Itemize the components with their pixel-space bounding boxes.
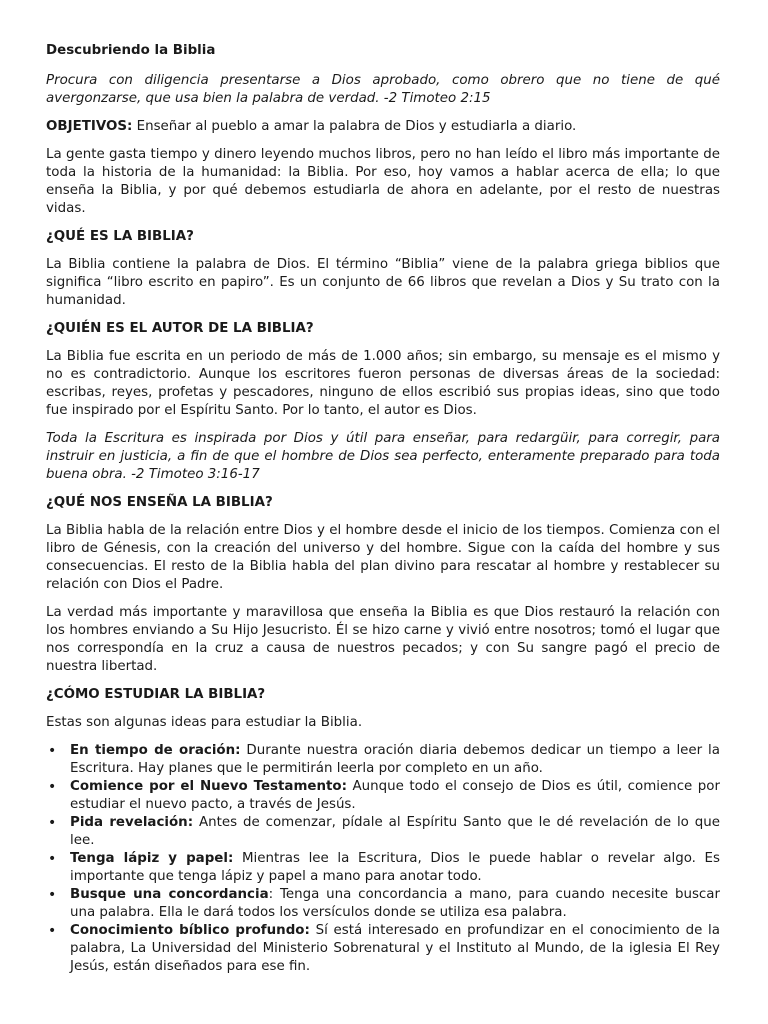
list-item-text: Aunque todo el consejo de Dios es útil, comience por estudiar el nuevo pacto, a través de Jesús. <box>70 779 720 812</box>
section-heading-que-es: ¿QUÉ ES LA BIBLIA? <box>46 229 194 244</box>
section-paragraph-ensena-1: La Biblia habla de la relación entre Dios y el hombre desde el inicio de los tiempos. Comienza con el libro de Génesis, con la creación del universo y del hombre. Sigue con la caída del hombre y sus consecuencias. El resto de la Biblia habla del plan divino para rescatar al hombre y restablecer su relación con Dios el Padre. <box>46 523 720 592</box>
list-item <box>70 778 720 814</box>
objectives-label: OBJETIVOS: <box>46 119 133 134</box>
section-intro-estudiar: Estas son algunas ideas para estudiar la Biblia. <box>46 715 363 730</box>
list-item-label: En tiempo de oración: <box>70 743 241 758</box>
section-heading-ensena: ¿QUÉ NOS ENSEÑA LA BIBLIA? <box>46 495 273 510</box>
list-item-label: Pida revelación: <box>70 815 194 830</box>
section-paragraph-que-es: La Biblia contiene la palabra de Dios. El término “Biblia” viene de la palabra griega biblios que significa “libro escrito en papiro”. Es un conjunto de 66 libros que revelan a Dios y Su trato con la humanidad. <box>46 257 720 308</box>
objectives-text: Enseñar al pueblo a amar la palabra de Dios y estudiarla a diario. <box>132 119 577 134</box>
list-item-text: Sí está interesado en profundizar en el conocimiento de la palabra, La Universidad del Ministerio Sobrenatural y el Instituto al Mundo, de la iglesia El Rey Jesús, están diseñados para ese fin. <box>70 923 720 974</box>
list-item-text: Antes de comenzar, pídale al Espíritu Santo que le dé revelación de lo que lee. <box>70 815 720 848</box>
section-heading-autor: ¿QUIÉN ES EL AUTOR DE LA BIBLIA? <box>46 321 314 336</box>
objectives <box>46 118 720 136</box>
list-item-label: Conocimiento bíblico profundo: <box>70 923 310 938</box>
list-item-label: Tenga lápiz y papel: <box>70 851 234 866</box>
list-item-text: : Tenga una concordancia a mano, para cuando necesite buscar una palabra. Ella le dará todos los versículos donde se utiliza esa palabra. <box>70 887 720 920</box>
list-item-label: Busque una concordancia <box>70 887 269 902</box>
section-verse-autor: Toda la Escritura es inspirada por Dios y útil para enseñar, para redargüir, para corregir, para instruir en justicia, a fin de que el hombre de Dios sea perfecto, enteramente preparado para toda buena obra. -2 Timoteo 3:16-17 <box>46 431 720 482</box>
list-item <box>70 814 720 850</box>
list-item <box>70 922 720 976</box>
intro-verse: Procura con diligencia presentarse a Dios aprobado, como obrero que no tiene de qué avergonzarse, que usa bien la palabra de verdad. -2 Timoteo 2:15 <box>46 73 720 106</box>
list-item-label: Comience por el Nuevo Testamento: <box>70 779 347 794</box>
list-item-text: Durante nuestra oración diaria debemos dedicar un tiempo a leer la Escritura. Hay planes que le permitirán leerla por completo en un año. <box>70 743 720 776</box>
list-item <box>70 850 720 886</box>
study-tips-list <box>46 742 720 976</box>
section-heading-estudiar: ¿CÓMO ESTUDIAR LA BIBLIA? <box>46 687 266 702</box>
list-item <box>70 886 720 922</box>
list-item <box>70 742 720 778</box>
list-item-text: Mientras lee la Escritura, Dios le puede hablar o revelar algo. Es importante que tenga lápiz y papel a mano para anotar todo. <box>70 851 720 884</box>
section-paragraph-autor: La Biblia fue escrita en un periodo de más de 1.000 años; sin embargo, su mensaje es el mismo y no es contradictorio. Aunque los escritores fueron personas de diversas áreas de la sociedad: escribas, reyes, profetas y pescadores, ninguno de ellos escribió sus propias ideas, sino que todo fue inspirado por el Espíritu Santo. Por lo tanto, el autor es Dios. <box>46 349 720 418</box>
document-title: Descubriendo la Biblia <box>46 43 216 58</box>
intro-paragraph: La gente gasta tiempo y dinero leyendo muchos libros, pero no han leído el libro más importante de toda la historia de la humanidad: la Biblia. Por eso, hoy vamos a hablar acerca de ella; lo que enseña la Biblia, y por qué debemos estudiarla de ahora en adelante, por el resto de nuestras vidas. <box>46 147 720 216</box>
section-paragraph-ensena-2: La verdad más importante y maravillosa que enseña la Biblia es que Dios restauró la relación con los hombres enviando a Su Hijo Jesucristo. Él se hizo carne y vivió entre nosotros; tomó el lugar que nos correspondía en la cruz a causa de nuestros pecados; y con Su sangre pagó el precio de nuestra libertad. <box>46 605 720 674</box>
